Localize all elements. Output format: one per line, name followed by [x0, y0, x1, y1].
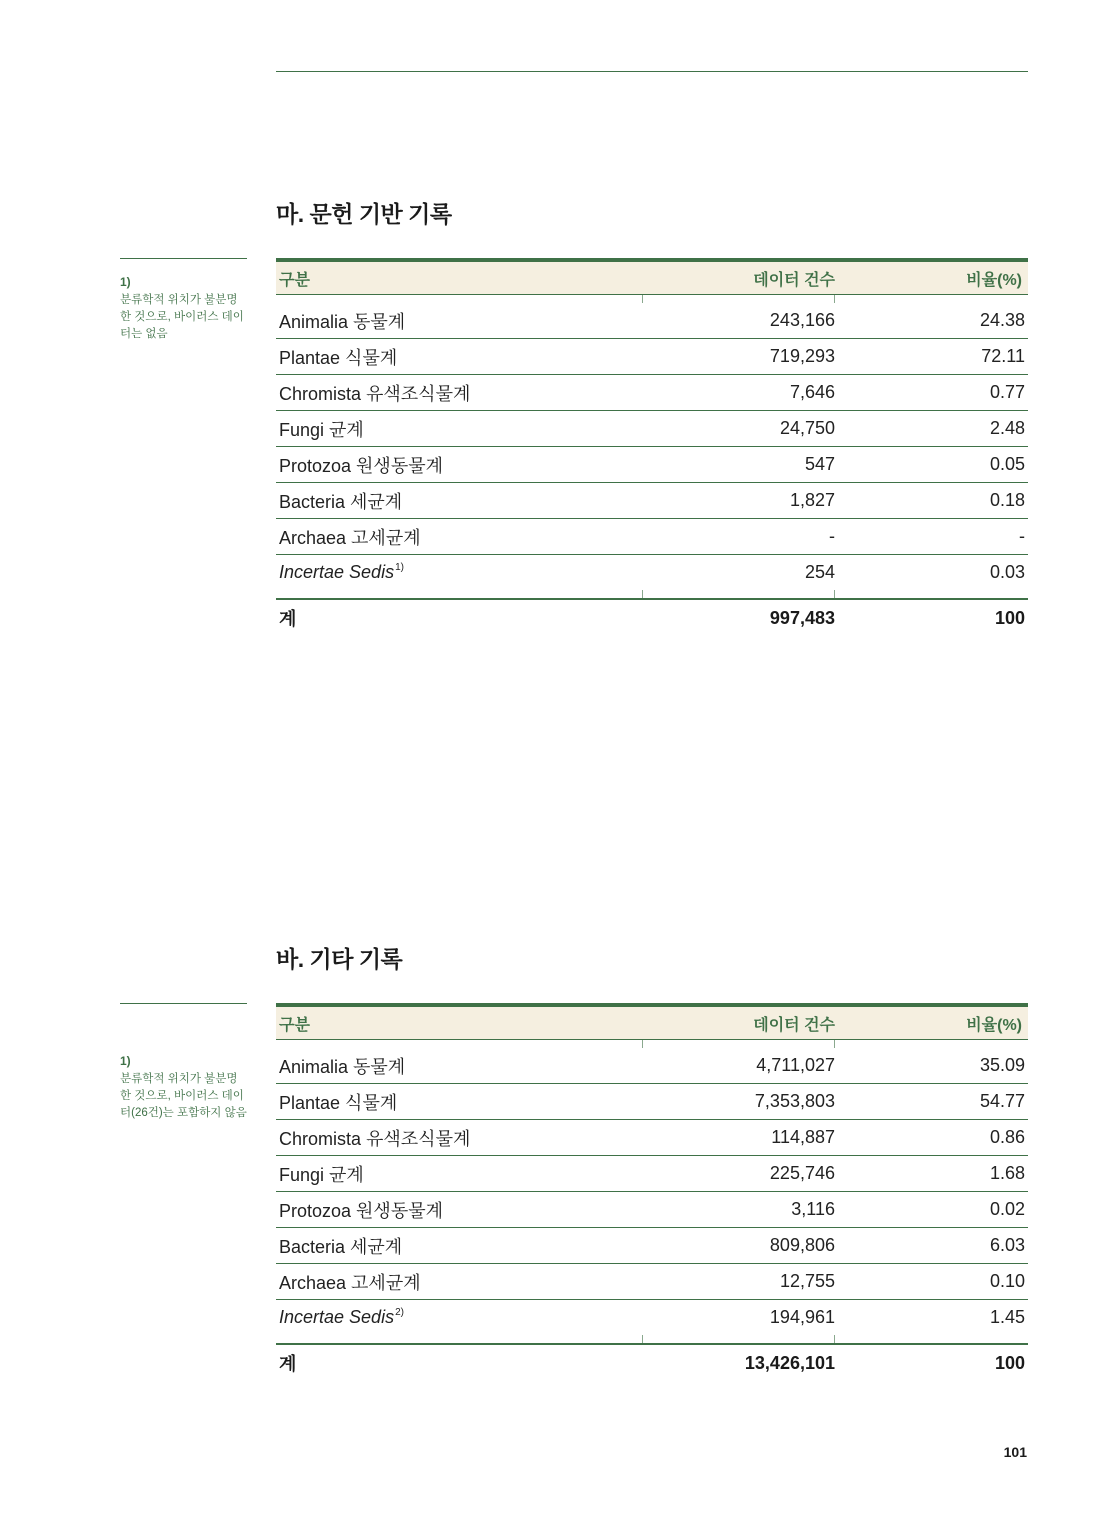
table-row — [276, 519, 1028, 555]
total-label: 계 — [279, 609, 297, 629]
row-category: Chromista 유색조식물계 — [279, 1128, 471, 1149]
column-ticks — [276, 1335, 1028, 1343]
header-ratio: 비율(%) — [966, 271, 1022, 289]
row-count: 7,646 — [789, 382, 835, 402]
row-category — [276, 562, 645, 583]
row-ratio: 0.05 — [989, 454, 1025, 474]
row-category: Bacteria 세균계 — [279, 1236, 403, 1257]
column-ticks — [276, 1040, 1028, 1048]
total-row — [276, 1343, 1028, 1381]
row-ratio: 24.38 — [979, 310, 1025, 330]
total-label: 계 — [279, 1354, 297, 1374]
row-category: Bacteria 세균계 — [279, 491, 403, 512]
table-row — [276, 1048, 1028, 1084]
side-note-other — [120, 1003, 247, 1122]
total-ratio: 100 — [994, 607, 1025, 628]
section-title-literature: 마. 문헌 기반 기록 — [276, 201, 452, 227]
header-ratio: 비율(%) — [966, 1016, 1022, 1034]
row-count: 24,750 — [779, 418, 835, 438]
header-count: 데이터 건수 — [753, 271, 835, 289]
row-count: 3,116 — [791, 1199, 835, 1219]
row-ratio: 1.45 — [989, 1307, 1025, 1327]
row-count: 809,806 — [769, 1235, 835, 1255]
row-count: 547 — [804, 454, 835, 474]
row-category: Animalia 동물계 — [279, 311, 406, 332]
row-category: Fungi 균계 — [279, 1164, 364, 1185]
literature-records-table — [276, 258, 1028, 636]
row-count: 225,746 — [769, 1163, 835, 1183]
row-count: - — [829, 526, 835, 546]
table-row-incertae-sedis — [276, 555, 1028, 590]
table-row — [276, 1192, 1028, 1228]
column-tick — [834, 590, 835, 598]
header-category: 구분 — [279, 271, 310, 289]
column-tick — [642, 1040, 643, 1048]
total-ratio: 100 — [994, 1352, 1025, 1373]
side-note-rule — [120, 258, 247, 259]
column-tick — [834, 1335, 835, 1343]
table-row — [276, 1228, 1028, 1264]
table-header — [276, 1003, 1028, 1040]
row-ratio: - — [1019, 526, 1025, 546]
row-category: Protozoa 원생동물계 — [279, 1200, 443, 1221]
row-ratio: 0.02 — [989, 1199, 1025, 1219]
table-row — [276, 483, 1028, 519]
footnote-text: 분류학적 위치가 불분명한 것으로, 바이러스 데이터는 없음 — [120, 294, 244, 340]
row-category: Animalia 동물계 — [279, 1056, 406, 1077]
row-ratio: 35.09 — [979, 1055, 1025, 1075]
row-ratio: 0.18 — [989, 490, 1025, 510]
row-count: 7,353,803 — [754, 1091, 835, 1111]
column-tick — [642, 590, 643, 598]
row-category: Archaea 고세균계 — [279, 527, 421, 548]
row-count: 719,293 — [769, 346, 835, 366]
row-category: Plantae 식물계 — [279, 347, 398, 368]
row-count: 4,711,027 — [756, 1055, 835, 1075]
row-ratio: 0.77 — [989, 382, 1025, 402]
table-row — [276, 339, 1028, 375]
footnote-mark: 1) — [120, 1054, 131, 1068]
row-category: Fungi 균계 — [279, 419, 364, 440]
table-row — [276, 375, 1028, 411]
table-row — [276, 447, 1028, 483]
row-count: 194,961 — [769, 1307, 835, 1327]
row-category — [276, 1307, 645, 1328]
row-category: Plantae 식물계 — [279, 1092, 398, 1113]
side-note-rule — [120, 1003, 247, 1004]
row-ratio: 72.11 — [981, 346, 1025, 366]
column-ticks — [276, 590, 1028, 598]
header-count: 데이터 건수 — [753, 1016, 835, 1034]
footnote-ref: 2) — [395, 1307, 404, 1318]
row-count: 254 — [804, 562, 835, 582]
column-ticks — [276, 295, 1028, 303]
footnote-ref: 1) — [395, 562, 404, 573]
row-ratio: 54.77 — [979, 1091, 1025, 1111]
row-ratio: 0.86 — [989, 1127, 1025, 1147]
table-row — [276, 411, 1028, 447]
row-count: 114,887 — [771, 1127, 835, 1147]
footnote-text: 분류학적 위치가 불분명한 것으로, 바이러스 데이터(26건)는 포함하지 않음 — [120, 1073, 247, 1119]
row-count: 12,755 — [779, 1271, 835, 1291]
table-row — [276, 1156, 1028, 1192]
footnote-mark: 1) — [120, 275, 131, 289]
row-ratio: 1.68 — [989, 1163, 1025, 1183]
column-tick — [642, 295, 643, 303]
side-note-literature — [120, 258, 247, 343]
header-category: 구분 — [279, 1016, 310, 1034]
table-header — [276, 258, 1028, 295]
row-ratio: 0.03 — [989, 562, 1025, 582]
section-title-other: 바. 기타 기록 — [276, 946, 403, 972]
total-count: 997,483 — [769, 607, 835, 628]
total-row — [276, 598, 1028, 636]
page-number: 101 — [1003, 1444, 1027, 1460]
column-tick — [642, 1335, 643, 1343]
column-tick — [834, 295, 835, 303]
other-records-table — [276, 1003, 1028, 1381]
incertae-label: Incertae Sedis — [279, 1307, 395, 1327]
table-row — [276, 1120, 1028, 1156]
table-row-incertae-sedis — [276, 1300, 1028, 1335]
row-count: 1,827 — [789, 490, 835, 510]
top-rule — [276, 71, 1028, 72]
row-ratio: 2.48 — [989, 418, 1025, 438]
row-category: Protozoa 원생동물계 — [279, 455, 443, 476]
total-count: 13,426,101 — [744, 1352, 835, 1373]
incertae-label: Incertae Sedis — [279, 562, 395, 582]
table-row — [276, 303, 1028, 339]
table-row — [276, 1084, 1028, 1120]
row-count: 243,166 — [769, 310, 835, 330]
row-ratio: 0.10 — [989, 1271, 1025, 1291]
row-ratio: 6.03 — [989, 1235, 1025, 1255]
row-category: Archaea 고세균계 — [279, 1272, 421, 1293]
row-category: Chromista 유색조식물계 — [279, 383, 471, 404]
table-row — [276, 1264, 1028, 1300]
column-tick — [834, 1040, 835, 1048]
